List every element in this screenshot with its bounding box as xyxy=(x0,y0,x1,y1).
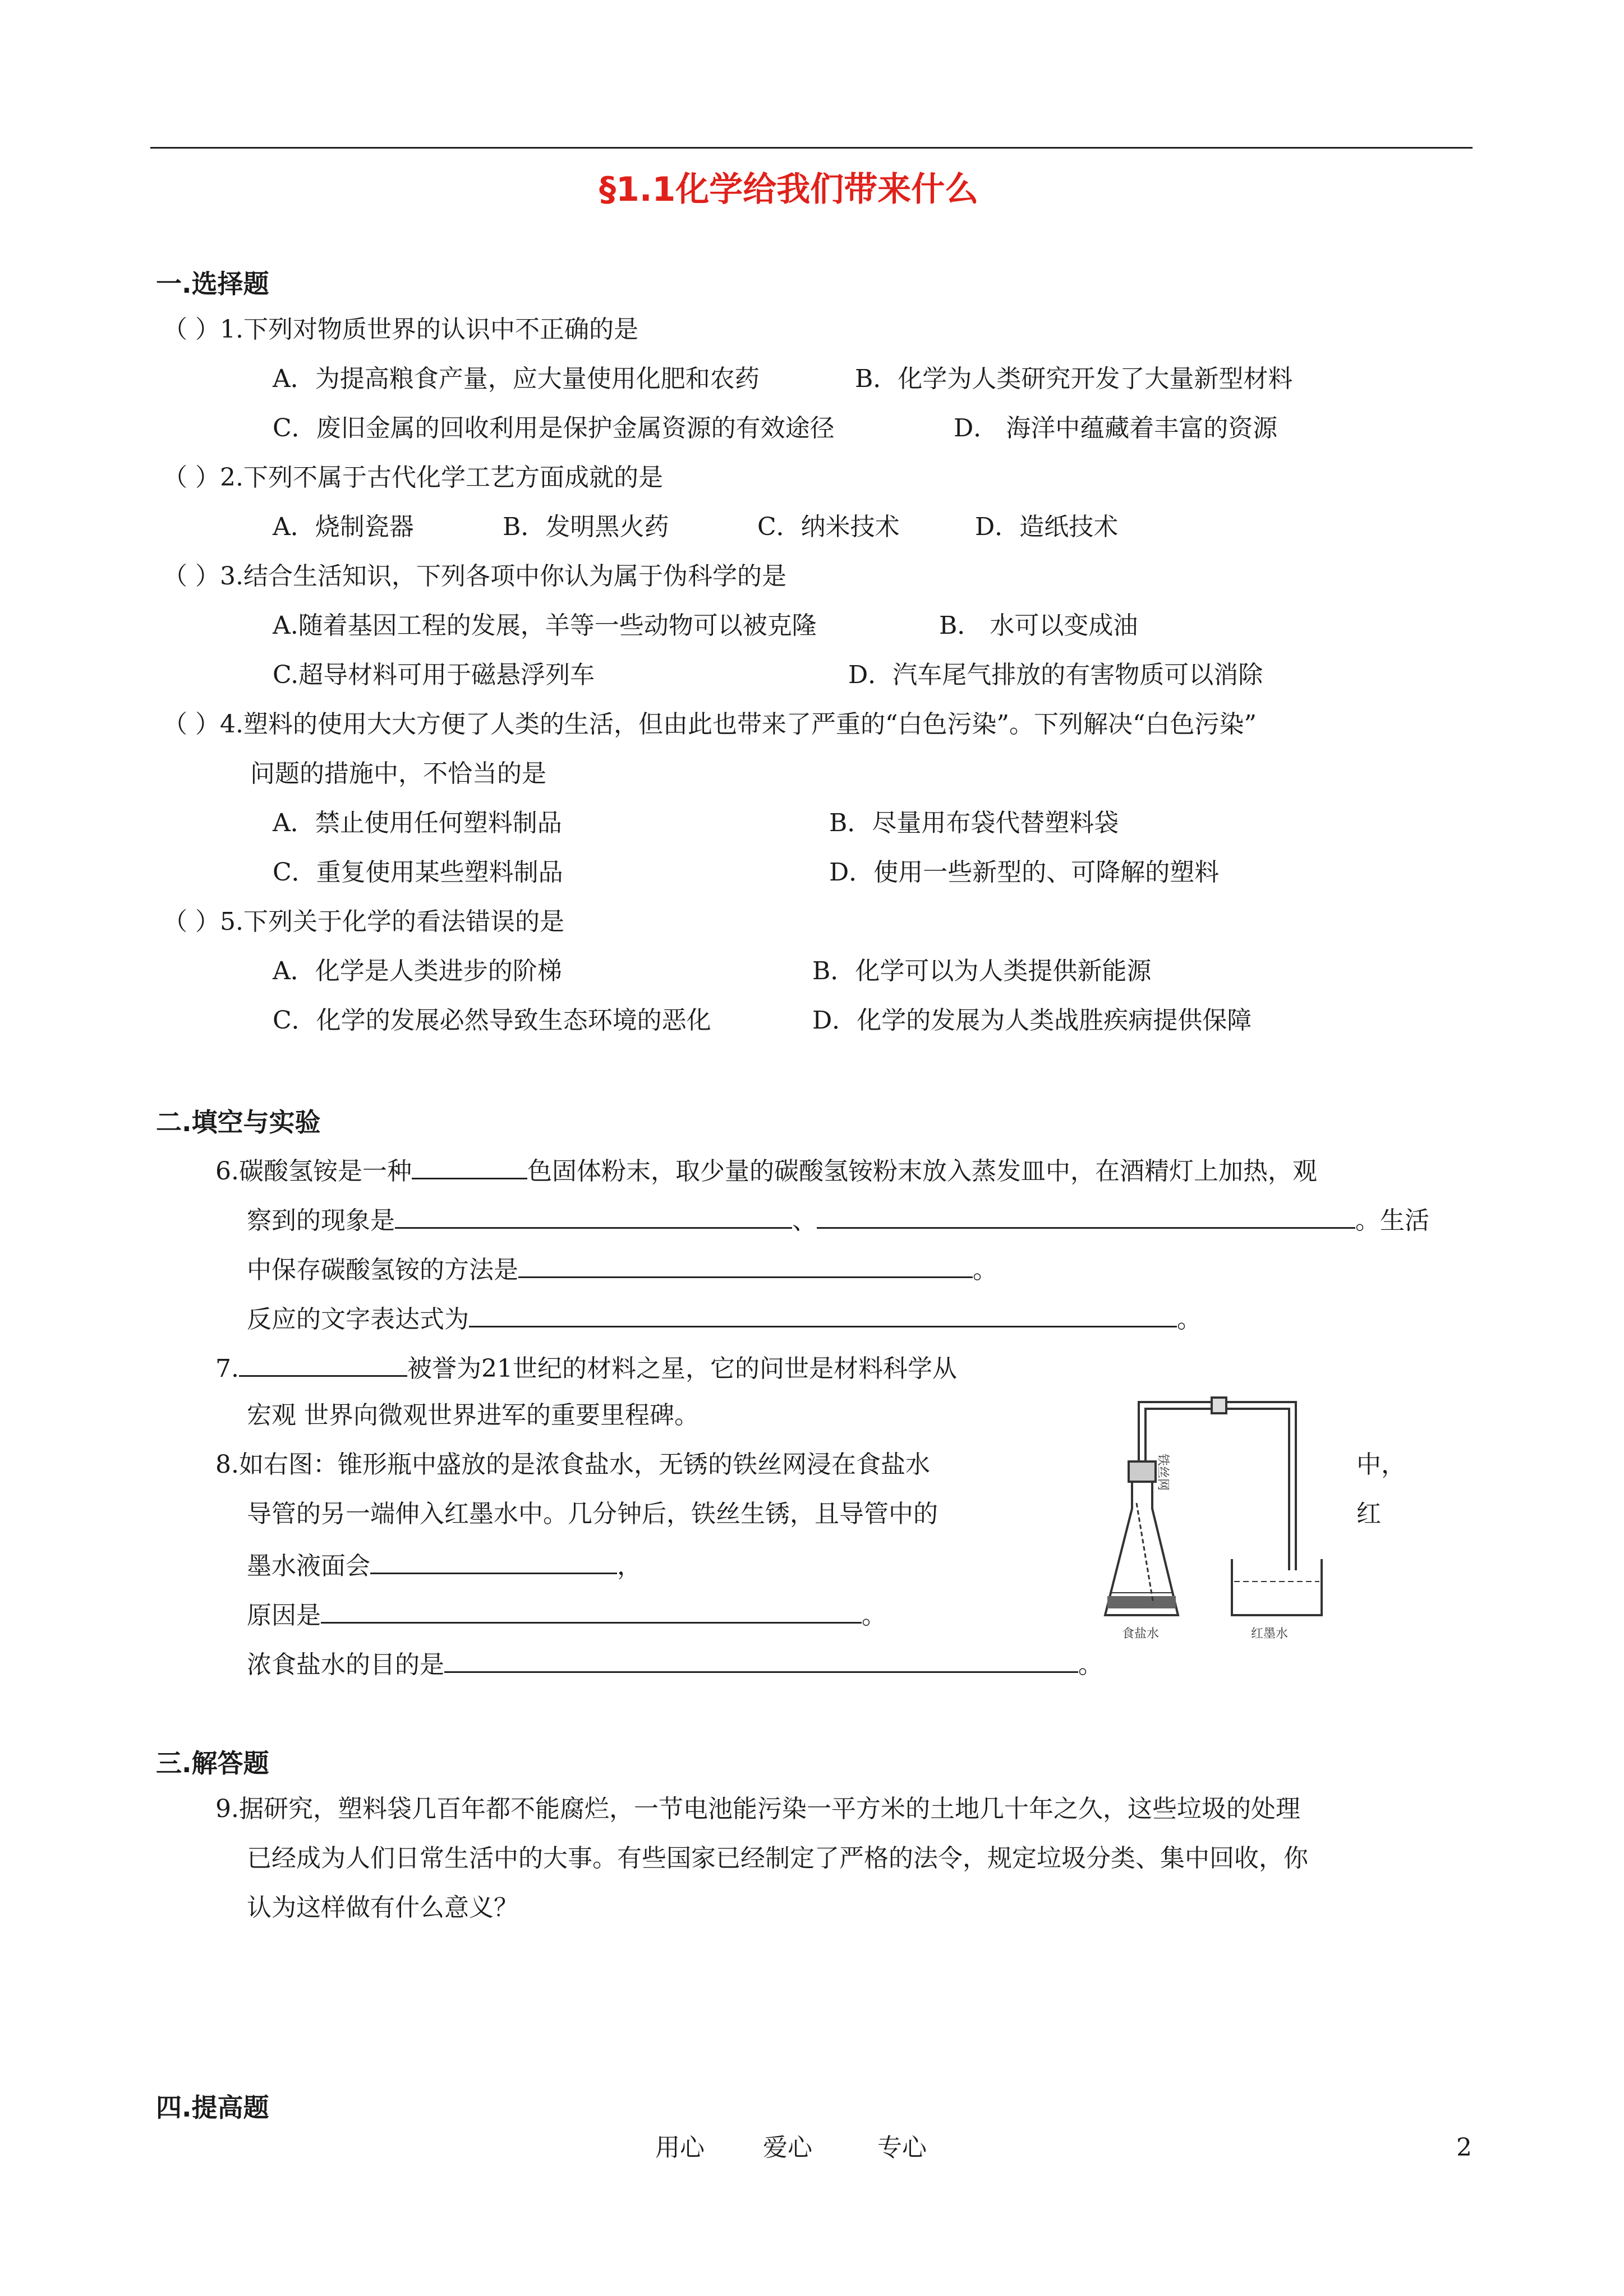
q5-option-d: D．化学的发展为人类战胜疾病提供保障 xyxy=(812,1006,1252,1035)
fig-wire-label: 铁丝网 xyxy=(1156,1454,1170,1491)
q5-option-b: B．化学可以为人类提供新能源 xyxy=(812,957,1152,985)
q8-line-2b: 红 xyxy=(1356,1500,1381,1528)
q6-line-2 xyxy=(247,1201,1429,1238)
q6-blank-phenomenon-2[interactable] xyxy=(817,1201,1355,1229)
q9-line-2: 已经成为人们日常生活中的大事。有些国家已经制定了严格的法令，规定垃圾分类、集中回收，你 xyxy=(247,1844,1308,1873)
q1-option-b: B．化学为人类研究开发了大量新型材料 xyxy=(855,365,1293,393)
q4-option-d: D．使用一些新型的、可降解的塑料 xyxy=(829,858,1220,887)
q3-stem: （ ）3.结合生活知识，下列各项中你认为属于伪科学的是 xyxy=(163,562,786,591)
q8-text-5b: 。 xyxy=(1078,1650,1103,1679)
q7-blank-material[interactable] xyxy=(239,1349,407,1377)
q6-text-2c: 。生活 xyxy=(1355,1206,1429,1235)
q6-text-3a: 中保存碳酸氢铵的方法是 xyxy=(247,1256,518,1284)
footer-word-2: 爱心 xyxy=(763,2133,812,2162)
q4-stem-continued: 问题的措施中，不恰当的是 xyxy=(250,759,546,788)
q6-line-1 xyxy=(215,1152,1317,1188)
q8-line-1a: 8.如右图：锥形瓶中盛放的是浓食盐水，无锈的铁丝网浸在食盐水 xyxy=(215,1450,930,1479)
page-number: 2 xyxy=(1456,2133,1472,2162)
q8-text-3a: 墨水液面会 xyxy=(247,1552,370,1580)
section-heading-choice: 一.选择题 xyxy=(156,269,269,299)
q9-line-3: 认为这样做有什么意义？ xyxy=(247,1893,518,1922)
q8-blank-level[interactable] xyxy=(370,1547,617,1574)
q6-text-1a: 6.碳酸氢铵是一种 xyxy=(215,1157,412,1186)
q6-text-4a: 反应的文字表达式为 xyxy=(247,1305,469,1334)
q5-stem: （ ）5.下列关于化学的看法错误的是 xyxy=(163,907,564,936)
q6-blank-color[interactable] xyxy=(412,1152,527,1179)
q7-line-1 xyxy=(215,1349,957,1386)
q8-text-4b: 。 xyxy=(862,1601,886,1630)
q8-line-5 xyxy=(247,1645,1103,1682)
q4-option-a: A．禁止使用任何塑料制品 xyxy=(273,809,562,837)
q6-blank-equation[interactable] xyxy=(469,1300,1177,1327)
q7-text-1a: 7. xyxy=(215,1354,239,1383)
q8-blank-reason[interactable] xyxy=(321,1596,862,1624)
page-title: §1.1化学给我们带来什么 xyxy=(599,170,979,209)
q4-option-c: C．重复使用某些塑料制品 xyxy=(273,858,563,887)
q6-text-2b: 、 xyxy=(792,1206,817,1235)
q8-text-4a: 原因是 xyxy=(247,1601,321,1630)
q1-stem: （ ）1.下列对物质世界的认识中不正确的是 xyxy=(163,315,638,344)
q8-apparatus-figure xyxy=(1099,1391,1335,1641)
q6-text-2a: 察到的现象是 xyxy=(247,1206,395,1235)
header-rule xyxy=(150,147,1473,149)
q6-text-1b: 色固体粉末，取少量的碳酸氢铵粉末放入蒸发皿中，在酒精灯上加热，观 xyxy=(527,1157,1317,1186)
section-heading-advanced: 四.提高题 xyxy=(156,2092,269,2123)
section-heading-answer: 三.解答题 xyxy=(156,1748,269,1778)
q1-option-c: C．废旧金属的回收利用是保护金属资源的有效途径 xyxy=(273,414,835,442)
q8-text-3b: ， xyxy=(617,1552,642,1580)
q6-text-3b: 。 xyxy=(973,1256,997,1284)
q6-text-4b: 。 xyxy=(1177,1305,1202,1334)
footer-word-1: 用心 xyxy=(655,2133,705,2162)
q3-option-a: A.随着基因工程的发展，羊等一些动物可以被克隆 xyxy=(273,611,817,640)
q6-blank-storage[interactable] xyxy=(518,1251,973,1278)
q7-line-2: 宏观 世界向微观世界进军的重要里程碑。 xyxy=(247,1401,699,1430)
q3-option-b: B． 水可以变成油 xyxy=(939,611,1138,640)
q8-blank-purpose[interactable] xyxy=(444,1645,1078,1673)
q8-line-3 xyxy=(247,1547,642,1583)
q6-line-3 xyxy=(247,1251,997,1287)
q4-option-b: B．尽量用布袋代替塑料袋 xyxy=(829,809,1119,837)
q2-stem: （ ）2.下列不属于古代化学工艺方面成就的是 xyxy=(163,463,663,492)
q6-line-4 xyxy=(247,1300,1202,1336)
footer-word-3: 专心 xyxy=(877,2133,927,2162)
q3-option-c: C.超导材料可用于磁悬浮列车 xyxy=(273,661,595,689)
fig-beaker-label: 红墨水 xyxy=(1251,1627,1289,1641)
q2-option-b: B．发明黑火药 xyxy=(503,513,669,541)
q9-line-1: 9.据研究，塑料袋几百年都不能腐烂，一节电池能污染一平方米的土地几十年之久，这些垃圾的处理 xyxy=(215,1795,1300,1823)
q5-option-c: C．化学的发展必然导致生态环境的恶化 xyxy=(273,1006,711,1035)
q8-line-1b: 中， xyxy=(1356,1450,1406,1479)
q3-option-d: D．汽车尾气排放的有害物质可以消除 xyxy=(848,661,1263,689)
section-heading-fill: 二.填空与实验 xyxy=(156,1107,321,1137)
q8-text-5a: 浓食盐水的目的是 xyxy=(247,1650,444,1679)
q2-option-c: C．纳米技术 xyxy=(757,513,900,541)
q8-line-4 xyxy=(247,1596,886,1633)
q6-blank-phenomenon-1[interactable] xyxy=(395,1201,792,1229)
q7-text-1b: 被誉为21世纪的材料之星，它的问世是材料科学从 xyxy=(407,1354,957,1383)
fig-flask-label: 食盐水 xyxy=(1122,1627,1160,1641)
q5-option-a: A．化学是人类进步的阶梯 xyxy=(273,957,562,985)
q2-option-d: D．造纸技术 xyxy=(975,513,1119,541)
q4-stem: （ ）4.塑料的使用大大方便了人类的生活，但由此也带来了严重的“白色污染”。下列解决“白色污染” xyxy=(163,710,1257,739)
q8-line-2a: 导管的另一端伸入红墨水中。几分钟后，铁丝生锈，且导管中的 xyxy=(247,1500,938,1528)
q2-option-a: A．烧制瓷器 xyxy=(273,513,414,541)
q1-option-d: D． 海洋中蕴藏着丰富的资源 xyxy=(954,414,1278,442)
q1-option-a: A．为提高粮食产量，应大量使用化肥和农药 xyxy=(273,365,760,393)
